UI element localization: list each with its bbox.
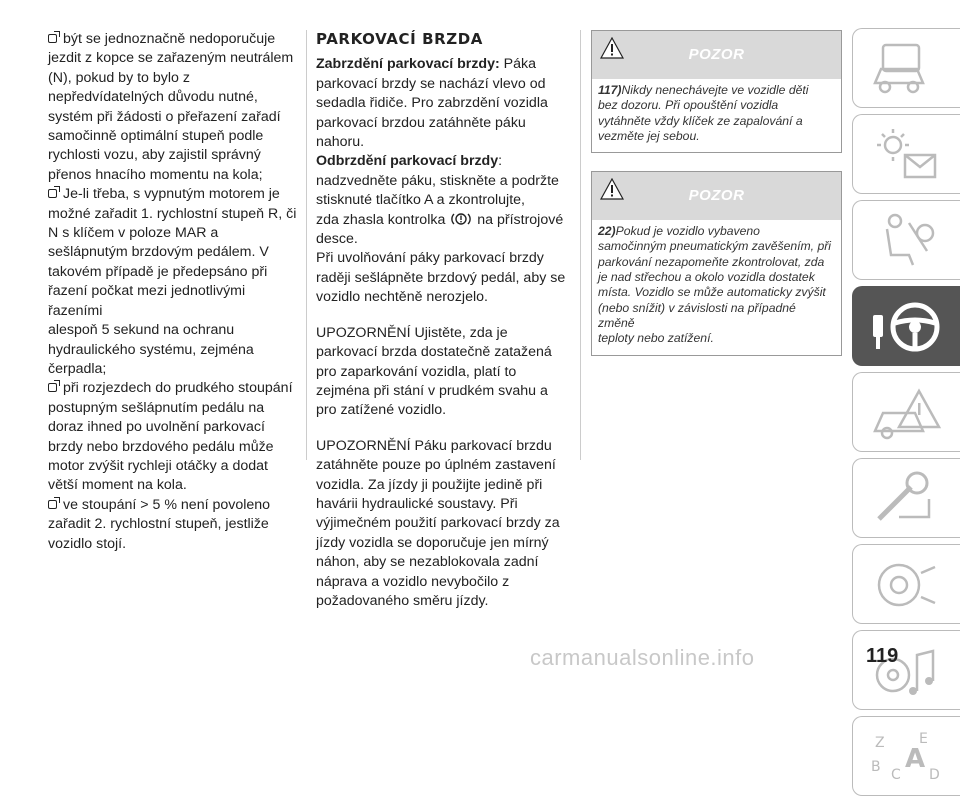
checkbox-bullet-icon	[48, 34, 57, 43]
list-item: při rozjezdech do prudkého stoupání postupným sešlápnutím pedálu na doraz ihned po uvolnění parkovací brzdy nebo brzdového pedálu může motor zvýšit rychleji otáčky a dodat větší moment na kola.	[48, 380, 293, 494]
release-label: Odbrzdění parkovací brzdy	[316, 153, 499, 170]
safety-seat-icon	[869, 211, 945, 271]
warning-text: 117)Nikdy nenechávejte ve vozidle děti bez dozoru. Při opouštění vozidla vytáhněte vždy klíček ze zapalování a vezměte jej sebou.	[598, 83, 809, 143]
svg-text:A: A	[905, 744, 926, 774]
index-icon	[869, 727, 945, 787]
note-paragraph: UPOZORNĚNÍ Páku parkovací brzdu zatáhněte pouze po úplném zastavení vozidla. Za jízdy ji použijte jedině při havárii hydraulické soustavy. Při výjimečném použití parkovací brzdy za jízdy vozidla se doporučuje jen mírný náhon, aby se nezablokovala zadní náprava a vozidlo nevybočilo z požadovaného směru jízdy.	[316, 437, 560, 609]
warning-title: POZOR	[688, 46, 745, 64]
chapter-tabs	[852, 28, 960, 802]
warning-title: POZOR	[688, 187, 745, 205]
release-paragraph: Odbrzdění parkovací brzdy: nadzvedněte páku, stiskněte a podržte stisknuté tlačítko A a zkontrolujte, zda zhasla kontrolka na přístrojové desce. Při uvolňování páky parkovací brzdy raději sešlápněte brzdový pedál, aby se vozidlo nechtěně nerozjelo.	[316, 153, 566, 306]
svg-text:C: C	[891, 767, 901, 783]
watermark: carmanualsonline.info	[530, 645, 755, 670]
list-item: Je-li třeba, s vypnutým motorem je možné zařadit 1. rychlostní stupeň R, či N s klíčem v poloze MAR a sešlápnutým brzdovým pedálem. V takovém případě je předepsáno při řazení počkat mezi jednotlivými řazeními alespoň 5 sekund na ochranu hydraulického systému, zejména čerpadla;	[48, 186, 297, 377]
warning-header	[592, 172, 841, 220]
middle-column	[316, 30, 568, 611]
tab-multimedia[interactable]	[852, 630, 960, 710]
list-item: být se jednoznačně nedoporučuje jezdit z kopce se zařazeným neutrálem (N), pokud by to bylo z nepředvídatelných důvodu nutné, systém při žádosti o přeřazení zařadí samočinně optimální stupeň podle rychlosti vozu, aby zajistil správný přenos hnacího momentu na kola;	[48, 31, 294, 183]
column-divider	[580, 30, 581, 460]
svg-text:D: D	[929, 767, 940, 783]
tab-safety[interactable]	[852, 200, 960, 280]
list-item: ve stoupání > 5 % není povoleno zařadit 2. rychlostní stupeň, jestliže vozidlo stojí.	[48, 496, 271, 552]
svg-text:Z: Z	[875, 735, 885, 751]
tab-technical-data[interactable]	[852, 544, 960, 624]
maintenance-icon	[869, 469, 945, 529]
engage-paragraph: Zabrzdění parkovací brzdy: Páka parkovací brzdy se nachází vlevo od sedadla řidiče. Pro zabrzdění vozidla parkovací brzdou zatáhněte páku nahoru.	[316, 56, 548, 151]
checkbox-bullet-icon	[48, 383, 57, 392]
tab-maintenance[interactable]	[852, 458, 960, 538]
engage-label: Zabrzdění parkovací brzdy:	[316, 56, 500, 73]
car-info-icon	[869, 39, 945, 99]
section-title: PARKOVACÍ BRZDA	[316, 30, 484, 48]
technical-data-icon	[869, 555, 945, 615]
checkbox-bullet-icon	[48, 189, 57, 198]
tab-car-info[interactable]	[852, 28, 960, 108]
svg-text:B: B	[871, 759, 881, 775]
svg-text:E: E	[919, 731, 928, 747]
warning-box	[591, 171, 842, 355]
note-paragraph: UPOZORNĚNÍ Ujistěte, zda je parkovací brzda dostatečně zatažená pro zaparkování vozidla, platí to zejména při stání v prudkém svahu a pro zatížené vozidlo.	[316, 324, 552, 419]
tab-in-emergency[interactable]	[852, 372, 960, 452]
tab-starting-and-driving[interactable]	[852, 286, 960, 366]
warning-lights-icon	[869, 125, 945, 185]
warning-triangle-icon	[600, 178, 624, 200]
right-column	[591, 30, 842, 374]
breakdown-icon	[869, 383, 945, 443]
left-column	[48, 30, 298, 554]
checkbox-bullet-icon	[48, 500, 57, 509]
brake-warning-lamp-icon	[451, 212, 471, 226]
page-number: 119	[866, 645, 899, 667]
column-divider	[306, 30, 307, 460]
warning-box	[591, 30, 842, 153]
steering-wheel-key-icon	[869, 297, 945, 357]
tab-index[interactable]	[852, 716, 960, 796]
warning-header	[592, 31, 841, 79]
warning-text: 22)Pokud je vozidlo vybaveno samočinným pneumatickým zavěšením, při parkování nezapomeňte zkontrolovat, zda je nad střechou a okolo vozidla dostatek místa. Vozidlo se může automaticky zvýšit (nebo snížit) v závislosti na případné změně teploty nebo zatížení.	[598, 224, 831, 346]
tab-warning-lights[interactable]	[852, 114, 960, 194]
warning-triangle-icon	[600, 37, 624, 59]
